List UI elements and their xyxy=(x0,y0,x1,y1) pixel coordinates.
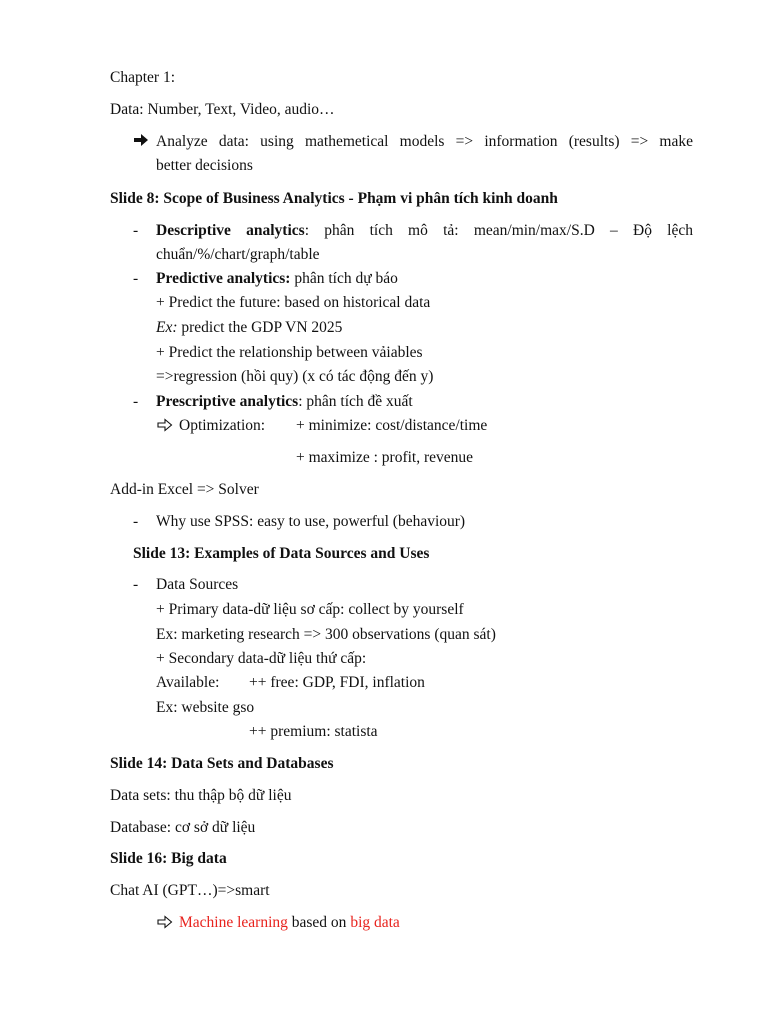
marketing-example-line: Ex: marketing research => 300 observations (quan sát) xyxy=(156,626,496,643)
list-dash: - xyxy=(133,513,139,530)
descriptive-term: Descriptive analytics xyxy=(156,222,305,239)
maximize-line: + maximize : profit, revenue xyxy=(296,449,474,466)
predict-relationship-line: + Predict the relationship between vảiables xyxy=(156,344,423,361)
premium-sources-line: ++ premium: statista xyxy=(249,723,378,740)
datasets-line: Data sets: thu thập bộ dữ liệu xyxy=(110,787,292,804)
available-label: Available: xyxy=(156,674,220,691)
machine-learning-term: Machine learning xyxy=(179,914,288,931)
descriptive-analytics-line2: chuẩn/%/chart/graph/table xyxy=(156,246,320,263)
predictive-text: phân tích dự báo xyxy=(290,270,398,287)
slide8-heading: Slide 8: Scope of Business Analytics - Phạm vi phân tích kinh doanh xyxy=(110,190,558,207)
analyze-data-line2: better decisions xyxy=(156,157,253,174)
spss-line: Why use SPSS: easy to use, powerful (behaviour) xyxy=(156,513,466,530)
chapter-heading: Chapter 1: xyxy=(110,69,175,86)
machine-learning-line xyxy=(179,913,400,933)
descriptive-analytics-line1 xyxy=(156,218,693,243)
example-gdp-line xyxy=(156,318,342,338)
data-types-line: Data: Number, Text, Video, audio… xyxy=(110,101,335,118)
primary-data-line: + Primary data-dữ liệu sơ cấp: collect by yourself xyxy=(156,601,464,618)
list-dash: - xyxy=(133,576,139,593)
chat-ai-line: Chat AI (GPT…)=>smart xyxy=(110,882,270,899)
data-sources-line: Data Sources xyxy=(156,576,239,593)
addin-excel-line: Add-in Excel => Solver xyxy=(110,481,259,498)
prescriptive-term: Prescriptive analytics xyxy=(156,393,299,410)
predictive-term: Predictive analytics: xyxy=(156,270,291,287)
list-dash: - xyxy=(133,270,139,287)
prescriptive-analytics-line xyxy=(156,392,413,412)
big-data-term: big data xyxy=(350,914,400,931)
analyze-data-line1: Analyze data: using mathemetical models => information (results) => make xyxy=(156,133,693,150)
slide13-heading: Slide 13: Examples of Data Sources and Uses xyxy=(133,545,430,562)
optimization-label: Optimization: xyxy=(179,417,266,434)
predictive-analytics-line xyxy=(156,269,398,289)
bold-right-arrow-icon xyxy=(133,132,149,148)
slide16-heading: Slide 16: Big data xyxy=(110,850,227,867)
example-text: predict the GDP VN 2025 xyxy=(177,319,343,336)
list-dash: - xyxy=(133,222,139,239)
slide14-heading: Slide 14: Data Sets and Databases xyxy=(110,755,334,772)
predict-future-line: + Predict the future: based on historical data xyxy=(156,294,431,311)
free-sources-line: ++ free: GDP, FDI, inflation xyxy=(249,674,425,691)
minimize-line: + minimize: cost/distance/time xyxy=(296,417,488,434)
list-dash: - xyxy=(133,393,139,410)
regression-line: =>regression (hồi quy) (x có tác động đến y) xyxy=(156,368,434,385)
secondary-data-line: + Secondary data-dữ liệu thứ cấp: xyxy=(156,650,367,667)
descriptive-text: : phân tích mô tả: mean/min/max/S.D – Độ lệch xyxy=(304,222,693,239)
prescriptive-text: : phân tích đề xuất xyxy=(298,393,413,410)
outline-right-arrow-icon xyxy=(157,418,173,432)
outline-right-arrow-icon xyxy=(157,915,173,929)
example-label: Ex: xyxy=(156,319,178,336)
database-line: Database: cơ sở dữ liệu xyxy=(110,819,256,836)
based-on-text: based on xyxy=(287,914,351,931)
website-example-line: Ex: website gso xyxy=(156,699,255,716)
